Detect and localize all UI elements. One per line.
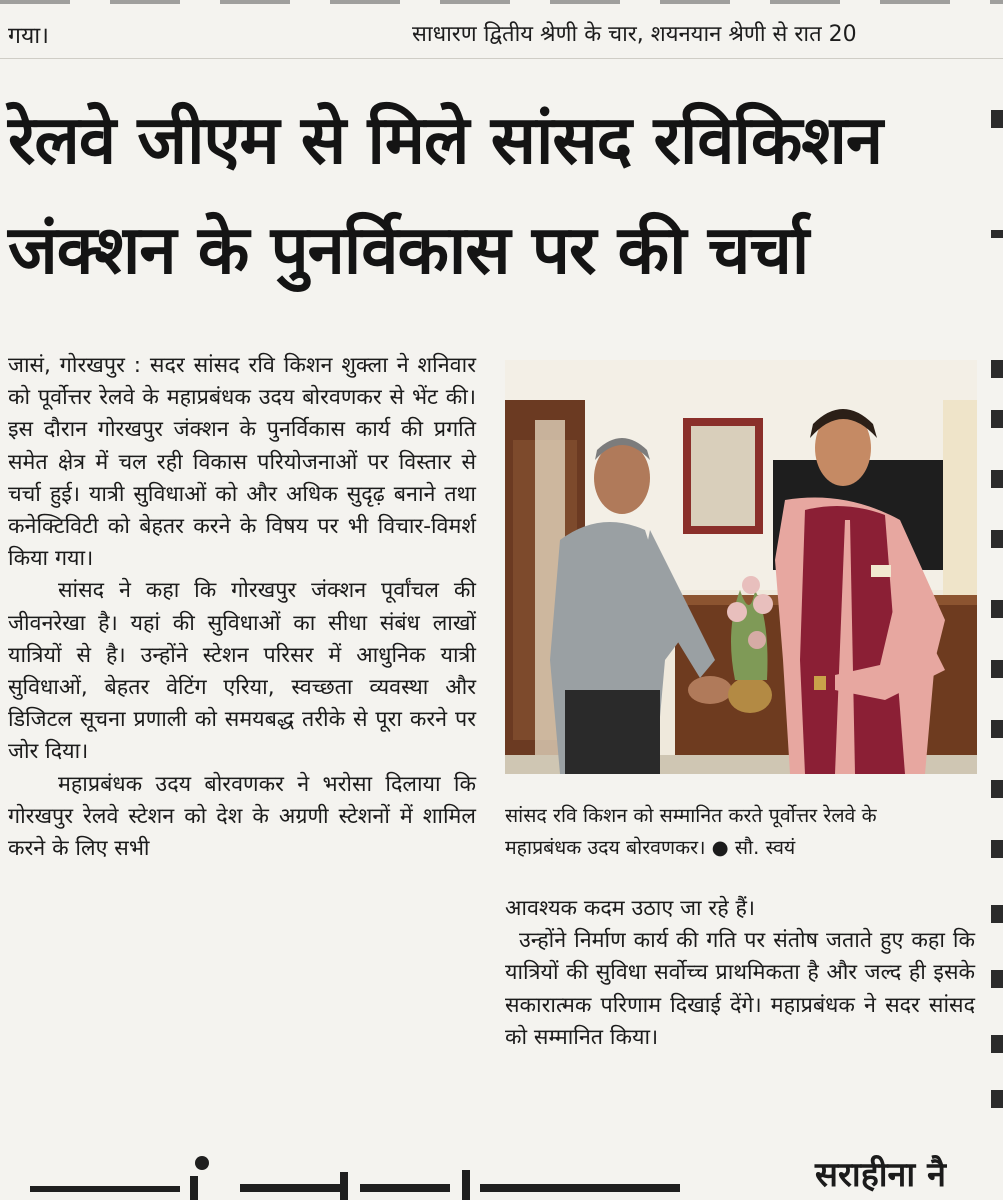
previous-article-strip [0, 0, 1003, 59]
headline-line-2: जंक्शन के पुनर्विकास पर की चर्चा [8, 211, 809, 289]
cropped-text-row [0, 0, 1003, 4]
previous-article-fragment-right: साधारण द्वितीय श्रेणी के चार, शयनयान श्रेणी से रात 20 [412, 22, 857, 47]
headline-line-1: रेलवे जीएम से मिले सांसद रविकिशन [8, 101, 883, 179]
article-paragraph: आवश्यक कदम उठाए जा रहे हैं। [505, 896, 756, 921]
article-body-left [8, 350, 476, 865]
article-paragraph: जासं, गोरखपुर : सदर सांसद रवि किशन शुक्ला ने शनिवार को पूर्वोत्तर रेलवे के महाप्रबंधक उदय बोरवणकर से भेंट की। इस दौरान गोरखपुर जंक्शन के पुनर्विकास कार्य की प्रगति समेत क्षेत्र में चल रही विकास परियोजनाओं पर विस्तार से चर्चा हुई। यात्री सुविधाओं को और अधिक सुदृढ़ बनाने तथा कनेक्टिविटी को बेहतर करने के विषय पर भी विचार-विमर्श किया गया। [8, 353, 476, 572]
photo-caption [505, 800, 977, 864]
article-paragraph: महाप्रबंधक उदय बोरवणकर ने भरोसा दिलाया कि गोरखपुर रेलवे स्टेशन को देश के अग्रणी स्टेशनों में शामिल करने के लिए सभी [8, 771, 476, 862]
article-paragraph: उन्होंने निर्माण कार्य की गति पर संतोष जताते हुए कहा कि यात्रियों की सुविधा सर्वोच्च प्राथमिकता है और जल्द ही इसके सकारात्मक परिणाम दिखाई देंगे। महाप्रबंधक ने सदर सांसद को सम्मानित किया। [505, 928, 975, 1050]
next-article-fragment: सराहीना नै [815, 1155, 946, 1195]
photo-caption-line: महाप्रबंधक उदय बोरवणकर। ● सौ. स्वयं [505, 836, 796, 859]
article-paragraph: सांसद ने कहा कि गोरखपुर जंक्शन पूर्वांचल की जीवनरेखा है। यहां की सुविधाओं का सीधा संबंध लाखों यात्रियों से है। उन्होंने स्टेशन परिसर में आधुनिक यात्री सुविधाओं, बेहतर वेटिंग एरिया, स्वच्छता व्यवस्था और डिजिटल सूचना प्रणाली को समयबद्ध तरीके से पूरा करने पर जोर दिया। [8, 578, 476, 765]
photo-caption-line: सांसद रवि किशन को सम्मानित करते पूर्वोत्तर रेलवे के [505, 804, 877, 827]
adjacent-column-edge [985, 60, 1003, 1160]
news-photo [505, 360, 977, 774]
article-body-right [505, 893, 975, 1054]
previous-article-fragment-left: गया। [8, 23, 49, 49]
meeting-photo-illustration [505, 360, 977, 774]
